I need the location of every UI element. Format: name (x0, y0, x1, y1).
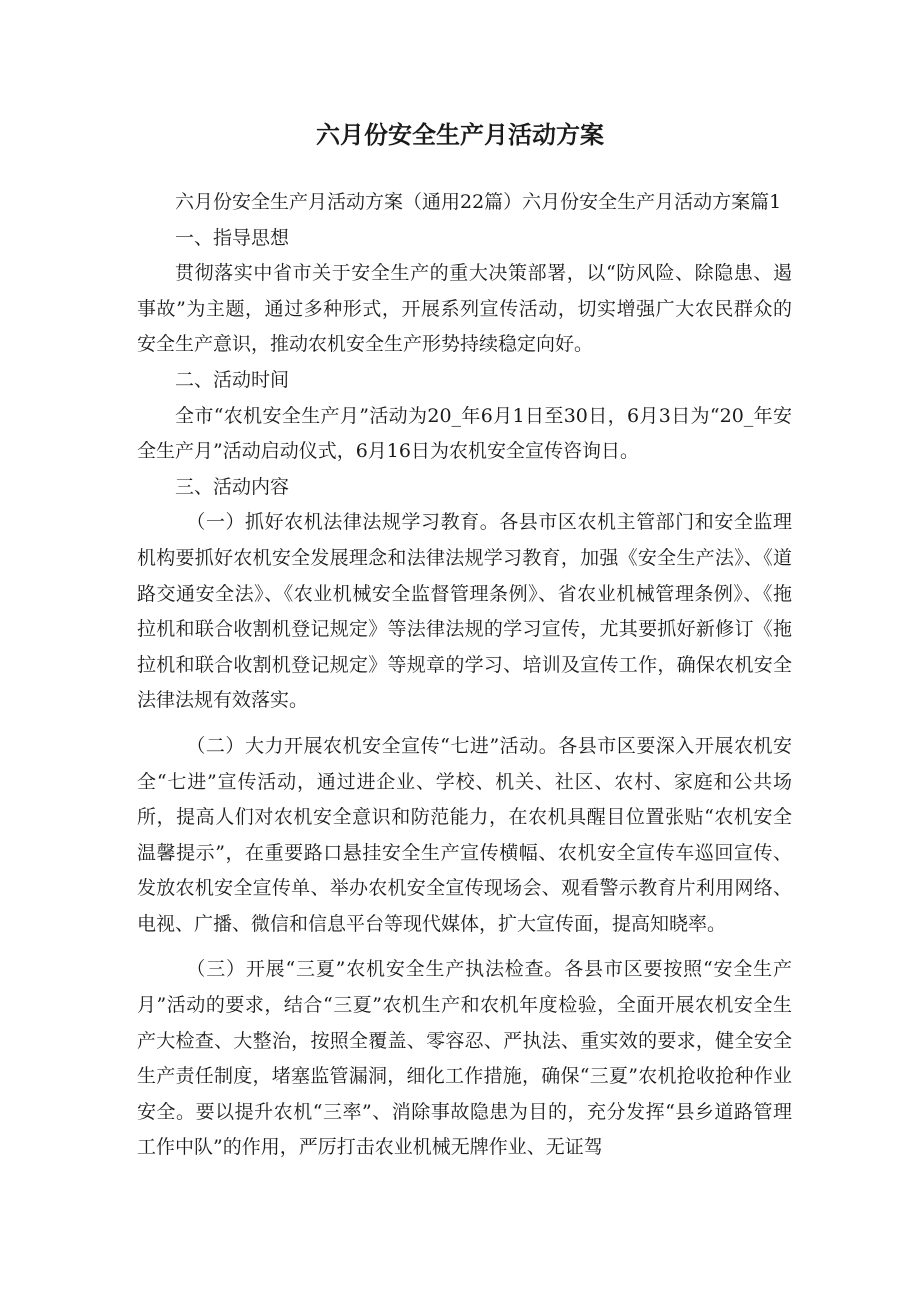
guiding-ideology-paragraph: 贯彻落实中省市关于安全生产的重大决策部署，以“防风险、除隐患、遏事故”为主题，通过多种形式，开展系列宣传活动，切实增强广大农民群众的安全生产意识，推动农机安全生产形势持续稳定向好。 (137, 262, 792, 356)
section-heading-activity-content: 三、活动内容 (175, 475, 290, 498)
section-heading-guiding-ideology: 一、指导思想 (175, 226, 290, 249)
content-item-2-paragraph: （二）大力开展农机安全宣传“七进”活动。各县市区要深入开展农机安全“七进”宣传活动，通过进企业、学校、机关、社区、农村、家庭和公共场所，提高人们对农机安全意识和防范能力，在农机具醒目位置张贴“农机安全温馨提示”，在重要路口悬挂安全生产宣传横幅、农机安全宣传车巡回宣传、发放农机安全宣传单、举办农机安全宣传现场会、观看警示教育片利用网络、电视、广播、微信和信息平台等现代媒体，扩大宣传面，提高知晓率。 (137, 734, 792, 935)
section-heading-activity-time: 二、活动时间 (175, 368, 290, 391)
paragraph-gap (137, 719, 792, 729)
content-item-3-paragraph: （三）开展“三夏”农机安全生产执法检查。各县市区要按照“安全生产月”活动的要求，结合“三夏”农机生产和农机年度检验，全面开展农机安全生产大检查、大整治，按照全覆盖、零容忍、严执法、重实效的要求，健全安全生产责任制度，堵塞监管漏洞，细化工作措施，确保“三夏”农机抢收抢种作业安全。要以提升农机“三率”、消除事故隐患为目的，充分发挥“县乡道路管理工作中队”的作用，严厉打击农业机械无牌作业、无证驾 (137, 958, 792, 1159)
intro-paragraph: 六月份安全生产月活动方案（通用22篇）六月份安全生产月活动方案篇1 (175, 191, 782, 213)
content-item-1-paragraph: （一）抓好农机法律法规学习教育。各县市区农机主管部门和安全监理机构要抓好农机安全发展理念和法律法规学习教育，加强《安全生产法》、《道路交通安全法》、《农业机械安全监督管理条例》、省农业机械管理条例》、《拖拉机和联合收割机登记规定》等法律法规的学习宣传，尤其要抓好新修订《拖拉机和联合收割机登记规定》等规章的学习、培训及宣传工作，确保农机安全法律法规有效落实。 (137, 511, 792, 712)
paragraph-gap (137, 942, 792, 952)
document-title: 六月份安全生产月活动方案 (316, 121, 604, 149)
document-body (137, 185, 792, 1166)
activity-time-paragraph: 全市“农机安全生产月”活动为20_年6月1日至30日，6月3日为“20_年安全生产月”活动启动仪式，6月16日为农机安全宣传咨询日。 (137, 404, 792, 463)
